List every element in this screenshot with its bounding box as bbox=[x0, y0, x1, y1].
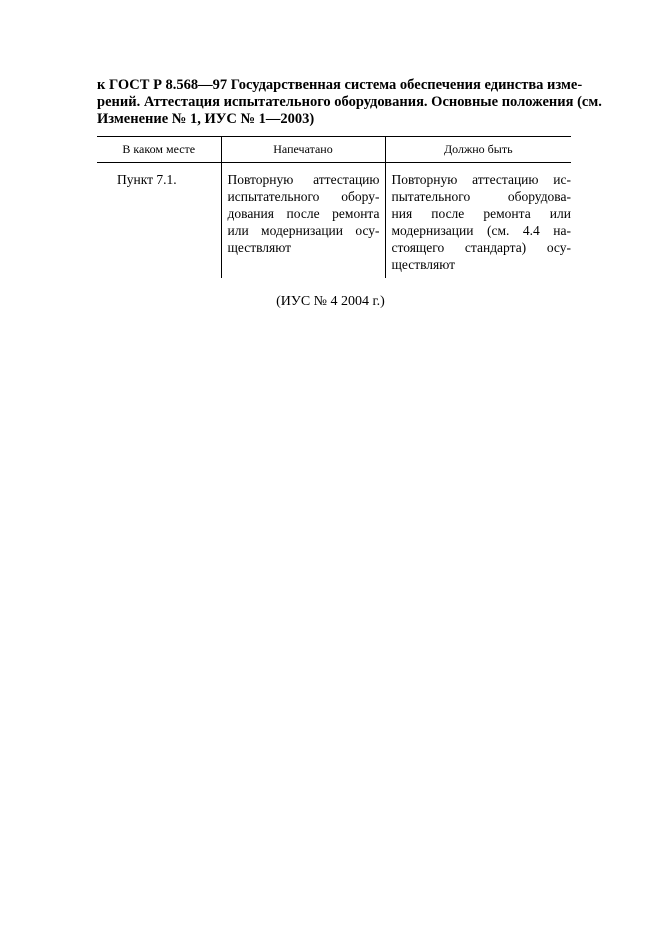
printed-line: дования после ремонта bbox=[227, 206, 380, 221]
corrections-table bbox=[97, 136, 571, 278]
should-be-line: Повторную аттестацию ис- bbox=[391, 172, 571, 187]
heading-line: рений. Аттестация испытательного оборудования. Основные положения (см. bbox=[97, 94, 602, 110]
amendment-heading bbox=[97, 77, 602, 128]
should-be-line: модернизации (см. 4.4 на- bbox=[391, 223, 571, 238]
heading-line: Изменение № 1, ИУС № 1—2003) bbox=[97, 111, 315, 127]
place-text: Пункт 7.1. bbox=[117, 172, 177, 187]
heading-line: к ГОСТ Р 8.568—97 Государственная система обеспечения единства изме- bbox=[97, 77, 583, 93]
cell-place bbox=[97, 163, 221, 279]
printed-line: Повторную аттестацию bbox=[227, 172, 380, 187]
should-be-line: стоящего стандарта) осу- bbox=[391, 240, 571, 255]
printed-line: или модернизации осу- bbox=[227, 223, 380, 238]
cell-should-be bbox=[385, 163, 571, 279]
should-be-line: пытательного оборудова- bbox=[391, 189, 571, 204]
issue-reference: (ИУС № 4 2004 г.) bbox=[276, 294, 385, 309]
should-be-line: ществляют bbox=[391, 257, 456, 272]
should-be-line: ния после ремонта или bbox=[391, 206, 571, 221]
header-printed: Напечатано bbox=[221, 137, 385, 163]
table-header-row bbox=[97, 137, 571, 163]
header-place: В каком месте bbox=[97, 137, 221, 163]
printed-line: ществляют bbox=[227, 240, 292, 255]
table-row bbox=[97, 163, 571, 279]
header-should-be: Должно быть bbox=[385, 137, 571, 163]
printed-line: испытательного обору- bbox=[227, 189, 380, 204]
cell-printed bbox=[221, 163, 385, 279]
